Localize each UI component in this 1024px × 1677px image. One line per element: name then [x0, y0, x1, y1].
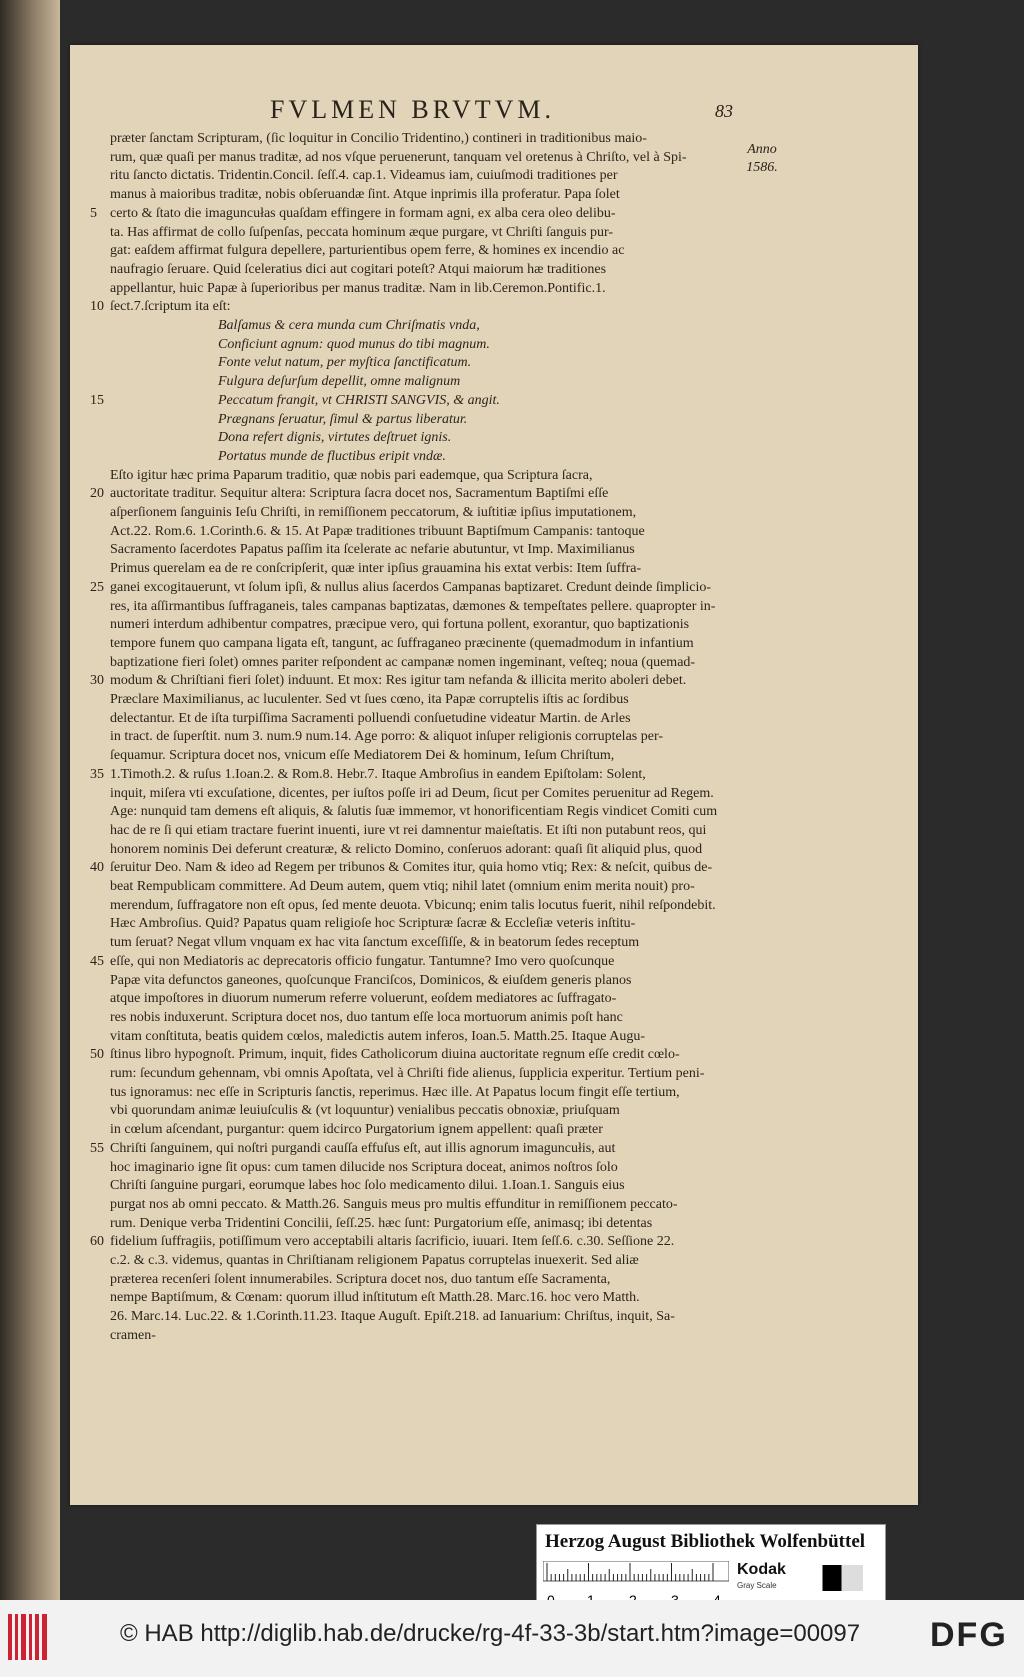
line-text: honorem nominis Dei deferunt creaturæ, & relicto Domino, conſeruos adorant: quaſi ſit aliquid plus, quod [110, 841, 703, 857]
line-text: baptizatione fieri ſolet) omnes pariter reſpondent ac campanæ nomen ingeminant, veſteq; noua (quemad- [110, 654, 696, 670]
text-line [110, 522, 730, 541]
text-line [90, 204, 730, 223]
line-number: 55 [90, 1140, 104, 1156]
margin-note-line: Anno [747, 142, 777, 157]
text-line [110, 1158, 730, 1177]
page-number: 83 [715, 101, 733, 121]
text-line [110, 1008, 730, 1027]
text-line [110, 260, 730, 279]
text-line [110, 746, 730, 765]
verse-text: Fulgura deſurſum depellit, omne malignum [218, 374, 461, 390]
text-line [90, 1139, 730, 1158]
line-text: numeri interdum adhibentur compatres, præcipue vero, qui fortuna pollent, exorantur, quo baptizationis [110, 617, 690, 633]
verse-text: Peccatum frangit, vt CHRISTI SANGVIS, & angit. [218, 392, 500, 408]
line-text: præterea recenſeri ſolent innumerabiles. Scriptura docet nos, duo tantum eſſe Sacramenta, [110, 1271, 611, 1287]
text-line [110, 1176, 730, 1195]
line-text: vitam conſtituta, beatis quidem cœlos, maledictis autem inferos, Ioan.5. Matth.25. Itaque Augu- [110, 1028, 645, 1044]
text-line [110, 1326, 730, 1345]
line-number: 15 [90, 392, 104, 408]
adjacent-page-edge [0, 0, 60, 1600]
line-text: ſtinus libro hypognoſt. Primum, inquit, fides Catholicorum diuina auctoritate regnum eſſe credit cœlo- [110, 1047, 680, 1063]
line-text: merendum, ſuffragatore non eſt opus, ſed mente deuota. Vbicunq; enim talis locutus fuerit, nihil reſpondebit. [110, 897, 716, 913]
line-text: beat Rempublicam committere. Ad Deum autem, quem vtiq; nihil latet (omnium enim merita nouit) pro- [110, 879, 695, 894]
text-line [110, 279, 730, 298]
line-text: delectantur. Et de iſta turpiſſima Sacramenti polluendi conſuetudine videatur Martin. de Arles [110, 710, 631, 726]
line-text: atque impoſtores in diuorum numerum referre voluerunt, eoſdem mediatores ac ſuffragato- [110, 991, 617, 1007]
margin-note-year: 1586. [746, 160, 778, 175]
verse-line [110, 316, 730, 335]
text-line [110, 653, 730, 672]
text-line [110, 615, 730, 634]
text-line [110, 466, 730, 485]
text-line [110, 784, 730, 803]
text-line [110, 821, 730, 840]
line-number: 35 [90, 766, 104, 782]
text-line [110, 1027, 730, 1046]
text-line [110, 690, 730, 709]
barcode-icon [6, 1610, 50, 1664]
line-text: hoc imaginario igne ſit opus: cum tamen dilucide nos Scriptura doceat, animos noſtros ſolo [110, 1159, 618, 1175]
footer-bar [0, 1600, 1024, 1677]
text-line [110, 933, 730, 952]
text-line [110, 1307, 730, 1326]
line-text: auctoritate traditur. Sequitur altera: Scriptura ſacra docet nos, Sacramentum Baptiſmi eſſe [110, 486, 609, 502]
line-text: tempore funem quo campana ligata eſt, tangunt, ac ſuffraganeo præcinente (quemadmodum in infantium [110, 635, 694, 651]
verse-text: Prægnans ſeruatur, ſimul & partus liberatur. [218, 411, 468, 427]
text-line [110, 1101, 730, 1120]
text-line [110, 223, 730, 242]
line-text: ſequamur. Scriptura docet nos, vnicum eſſe Mediatorem Dei & hominum, Ieſum Chriſtum, [110, 748, 615, 764]
text-line [90, 484, 730, 503]
verse-line [110, 410, 730, 429]
verse-line [110, 428, 730, 447]
line-number: 40 [90, 860, 104, 876]
line-text: vbi quorundam animæ leuiuſculis & (vt loquuntur) venialibus peccatis obnoxiæ, priuſquam [110, 1103, 620, 1119]
line-text: tus ignoramus: nec eſſe in Scripturis ſanctis, reperimus. Hæc ille. At Papatus locum fingit eſſe tertium, [110, 1084, 680, 1100]
line-text: eſſe, qui non Mediatoris ac deprecatoris officio fungatur. Tantumne? Imo vero quoſcunque [110, 953, 615, 969]
text-line [110, 989, 730, 1008]
line-text: modum & Chriſtiani fieri ſolet) induunt. Et mox: Res igitur tam nefanda & illicita merito aboleri debet. [110, 673, 687, 689]
line-text: præter ſanctam Scripturam, (ſic loquitur in Concilio Tridentino,) contineri in traditionibus maio- [110, 131, 647, 146]
text-line [110, 896, 730, 915]
text-line [110, 185, 730, 204]
verse-text: Fonte velut natum, per myſtica ſanctificatum. [218, 355, 472, 371]
text-line [110, 727, 730, 746]
line-text: tum ſeruat? Negat vllum vnquam ex hac vita ſanctum exceſſiſſe, & in beatorum ſedes receptum [110, 935, 640, 951]
line-number: 20 [90, 486, 104, 502]
line-text: Chriſti ſanguinem, qui noſtri purgandi cauſſa effuſus eſt, aut illis agnorum imaguncułis, aut [110, 1140, 616, 1156]
dfg-logo: DFG [930, 1616, 1008, 1654]
line-text: 26. Marc.14. Luc.22. & 1.Corinth.11.23. Itaque Auguſt. Epiſt.218. ad Ianuarium: Chriſtus, inquit, Sa- [110, 1309, 675, 1325]
text-line [110, 971, 730, 990]
text-line [110, 540, 730, 559]
line-text: res, ita aſſirmantibus ſuffraganeis, tales campanas baptizatas, dæmones & tempeſtates pellere. quapropter in- [110, 598, 716, 614]
line-text: ſeruitur Deo. Nam & ideo ad Regem per tribunos & Comites itur, quia homo vtiq; Rex: & neſcit, quibus de- [110, 860, 713, 876]
line-text: Primus querelam ea de re conſcripſerit, quæ inter ipſius grauamina his extat verbis: Item ſuffra- [110, 561, 642, 577]
library-name: Herzog August Bibliothek Wolfenbüttel [545, 1531, 866, 1552]
line-text: manus à maioribus traditæ, nobis obſeruandæ ſint. Atque inprimis illa proferatur. Papa ſolet [110, 187, 620, 203]
text-line [90, 1232, 730, 1251]
line-text: fidelium ſuffragiis, potiſſimum vero acceptabili altaris ſacrificio, iuuari. Item ſeſſ.6. c.30. Seſſione 22. [110, 1234, 675, 1250]
text-line [110, 1251, 730, 1270]
verse-line [110, 447, 730, 466]
text-line [110, 1288, 730, 1307]
running-title: FVLMEN BRVTVM. [270, 95, 556, 124]
line-text: gat: eaſdem affirmat fulgura depellere, parturientibus opem ferre, & homines ex incendio ac [110, 243, 625, 259]
text-line [110, 148, 730, 167]
line-number: 30 [90, 673, 104, 689]
text-line [110, 1270, 730, 1289]
text-line [90, 671, 730, 690]
gray-scale-patch [809, 1565, 863, 1591]
text-line [110, 597, 730, 616]
line-text: res nobis induxerunt. Scriptura docet nos, duo tantum eſſe loca mortuorum animis poſt hanc [110, 1009, 623, 1025]
text-line [110, 709, 730, 728]
line-text: ſect.7.ſcriptum ita eſt: [110, 299, 231, 315]
kodak-subtitle: Gray Scale [737, 1581, 777, 1590]
text-line [90, 952, 730, 971]
text-line [110, 503, 730, 522]
line-text: ta. Has affirmat de collo ſuſpenſas, peccata hominum æque purgare, vt Chriſti ſanguis pur- [110, 224, 614, 240]
line-number: 50 [90, 1047, 104, 1063]
text-line [110, 840, 730, 859]
verse-text: Conficiunt agnum: quod munus do tibi magnum. [218, 336, 490, 352]
footer-credit-link[interactable]: © HAB http://diglib.hab.de/drucke/rg-4f-33-3b/start.htm?image=00097 [120, 1620, 861, 1647]
line-text: Papæ vita defunctos ganeones, quoſcunque Franciſcos, Dominicos, & eiuſdem generis planos [110, 972, 632, 988]
line-text: Præclare Maximilianus, ac luculenter. Sed vt ſues cœno, ita Papæ corruptelis iſtis ac ſordibus [110, 692, 629, 707]
line-text: Age: nunquid tam demens eſt aliquis, & ſalutis ſuæ immemor, vt honorificentiam Regis vindicet Comiti cum [110, 804, 718, 820]
text-line [90, 765, 730, 784]
text-line [110, 877, 730, 896]
margin-note [732, 141, 792, 177]
line-text: rum, quæ quaſi per manus traditæ, ad nos vſque peruenerunt, tanquam vel oretenus à Chriſto, vel à Spi- [110, 149, 687, 165]
verse-text: Dona refert dignis, virtutes deſtruet ignis. [218, 430, 452, 446]
kodak-label [737, 1561, 786, 1590]
line-text: ritu ſancto dictatis. Tridentin.Concil. ſeſſ.4. cap.1. Videamus iam, cuiuſmodi traditiones per [110, 168, 618, 184]
text-line [110, 802, 730, 821]
text-line [110, 241, 730, 260]
line-text: in cœlum aſcendant, purgantur: quem idcirco Purgatorium ignem appellent: quaſi præter [110, 1122, 603, 1138]
line-text: inquit, miſera vti excuſatione, dicentes, per iuſtos poſſe iri ad Deum, ſicut per Comites peruenitur ad Regem. [110, 785, 714, 801]
kodak-brand: Kodak [737, 1561, 786, 1578]
text-line [110, 1064, 730, 1083]
line-text: Act.22. Rom.6. 1.Corinth.6. & 15. At Papæ traditiones tribuunt Baptiſmum Campanis: tantoque [110, 523, 645, 539]
book-page [70, 45, 918, 1505]
line-text: certo & ſtato die imaguncułas quaſdam effingere in formam agni, ex alba cera oleo delibu- [110, 205, 616, 221]
verse-line [110, 353, 730, 372]
line-text: naufragio ſeruare. Quid ſceleratius dici aut cogitari poteſt? Atqui maiorum hæ traditiones [110, 261, 607, 277]
line-text: 1.Timoth.2. & ruſus 1.Ioan.2. & Rom.8. Hebr.7. Itaque Ambroſius in eandem Epiſtolam: Solent, [110, 766, 646, 782]
verse-line [110, 335, 730, 354]
text-line [110, 914, 730, 933]
line-text: appellantur, huic Papæ à ſuperioribus per manus traditæ. Nam in lib.Ceremon.Pontific.1. [110, 280, 606, 296]
line-number: 45 [90, 953, 104, 969]
verse-line [110, 372, 730, 391]
line-text: aſperſionem ſanguinis Ieſu Chriſti, in remiſſionem peccatorum, & iuſtitiæ ipſius imputationem, [110, 505, 637, 520]
line-number: 25 [90, 579, 104, 595]
text-line [110, 129, 730, 148]
line-text: ganei excogitauerunt, vt ſolum ipſi, & nullus alius ſacerdos Campanas baptizaret. Credunt deinde ſimplicio- [110, 579, 712, 595]
line-text: purgat nos ab omni peccato. & Matth.26. Sanguis meus pro multis effunditur in remiſſionem peccato- [110, 1196, 678, 1212]
text-line [110, 1195, 730, 1214]
line-text: Eſto igitur hæc prima Paparum traditio, quæ nobis pari eademque, qua Scriptura ſacra, [110, 467, 593, 483]
line-text: in tract. de ſuperſtit. num 3. num.9 num.14. Age porro: & aliquot inſuper religionis corruptelas per- [110, 729, 663, 745]
verse-text: Portatus munde de fluctibus eripit vndæ. [218, 448, 446, 464]
text-line [90, 858, 730, 877]
line-text: nempe Baptiſmum, & Cœnam: quorum illud inſtitutum eſt Matth.28. Marc.16. hoc vero Matth. [110, 1290, 640, 1306]
text-line [110, 1120, 730, 1139]
text-line [110, 634, 730, 653]
text-line [110, 1083, 730, 1102]
line-text: hac de re ſi qui etiam tractare fuerint inuenti, iure vt rei damnentur maieſtatis. Et iſti non putabunt reos, qui [110, 822, 707, 838]
line-number: 60 [90, 1234, 104, 1250]
line-text: cramen- [110, 1327, 156, 1343]
line-number: 10 [90, 299, 104, 315]
line-text: rum. Denique verba Tridentini Concilii, ſeſſ.25. hæc ſunt: Purgatorium eſſe, animasq; ibi detentas [110, 1215, 653, 1231]
verse-text: Balſamus & cera munda cum Chriſmatis vnda, [218, 318, 480, 333]
line-text: c.2. & c.3. videmus, quantas in Chriſtianam religionem Papatus corruptelas inuexerit. Sed aliæ [110, 1253, 639, 1268]
line-text: Hæc Ambroſius. Quid? Papatus quam religioſe hoc Scripturæ ſacræ & Eccleſiæ veteris inſtitu- [110, 916, 636, 932]
line-text: Chriſti ſanguine purgari, eorumque labes hoc ſolo medicamento dilui. 1.Ioan.1. Sanguis eius [110, 1178, 625, 1194]
line-text: Sacramento ſacerdotes Papatus paſſim ita ſcelerate ac nefarie abutuntur, vt Imp. Maximilianus [110, 542, 635, 558]
text-line [110, 559, 730, 578]
text-line [110, 166, 730, 185]
text-line [90, 578, 730, 597]
verse-line [90, 391, 730, 410]
text-line [90, 297, 730, 316]
line-text: rum: ſecundum gehennam, vbi omnis Apoſtata, vel à Chriſti fide alienus, ſupplicia experitur. Tertium peni- [110, 1066, 705, 1081]
line-number: 5 [90, 205, 97, 221]
text-line [90, 1045, 730, 1064]
text-line [110, 1214, 730, 1233]
